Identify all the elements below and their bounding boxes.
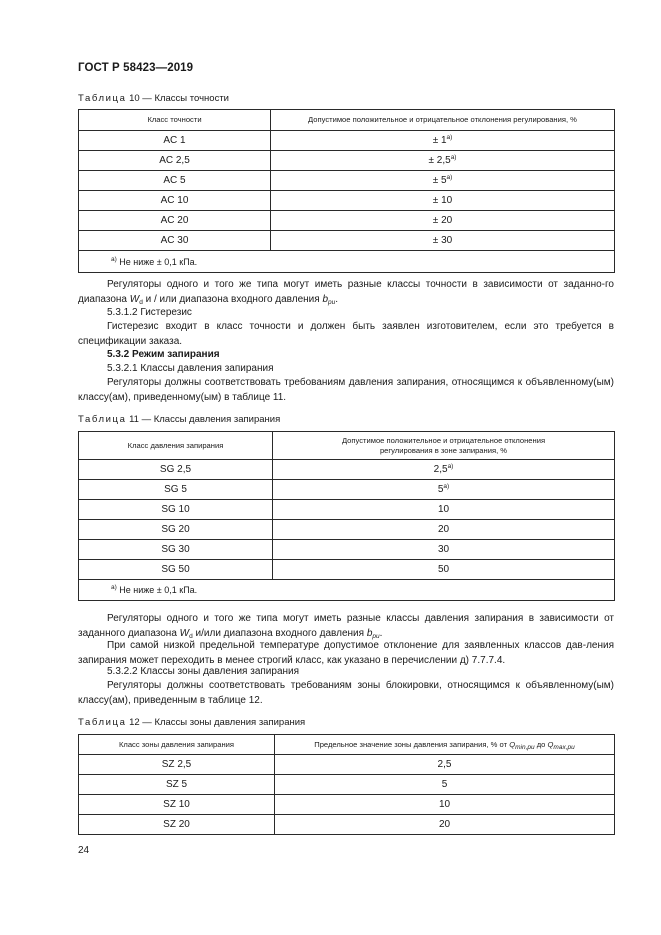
table-row [79,500,615,520]
table-cell: SZ 5 [79,775,275,795]
table-cell: AC 5 [79,171,271,191]
subsection-heading: 5.3.2.2 Классы зоны давления запирания [107,666,300,677]
paragraph: При самой низкой предельной температуре допустимое отклонение для заявленных классов дав-ления запирания может переходить в менее строгий класс, как указано в перечислении д) 7.7.7.4. [78,640,614,666]
table-row [79,755,615,775]
column-header: Класс давления запирания [79,432,273,460]
paragraph: Гистерезис входит в класс точности и должен быть заявлен изготовителем, если это требуется в спецификации заказа. [78,321,614,347]
paragraph: Регуляторы должны соответствовать требованиям давления запирания, относящимся к объявленному(ым) классу(ам), приведенному(ым) в таблице 11. [78,377,614,403]
table-cell: SG 30 [79,540,273,560]
table-cell: SZ 10 [79,795,275,815]
table-cell: ± $5^{a)}$ [271,171,615,191]
table-row [79,775,615,795]
column-header: Предельное значение зоны давления запирания, % от $Q_{min,pu}$ до $Q_{max,pu}$ [275,735,615,755]
table-12 [78,734,615,835]
table-row [79,151,615,171]
table-row [79,460,615,480]
table-cell: SG 10 [79,500,273,520]
table-cell: ± $1^{a)}$ [271,131,615,151]
table-cell: AC 10 [79,191,271,211]
caption-text: 11 — Классы давления запирания [126,414,281,425]
column-header: Допустимое положительное и отрицательное отклонения регулирования в зоне запирания, % [273,432,615,460]
table-cell: 20 [275,815,615,835]
table-cell: AC 20 [79,211,271,231]
caption-prefix: Таблица [78,717,127,728]
table-cell: 20 [273,520,615,540]
subsection-heading: 5.3.2.1 Классы давления запирания [107,363,274,374]
column-header: Допустимое положительное и отрицательное отклонения регулирования, % [271,110,615,131]
table-cell: 5 [275,775,615,795]
table-row [79,520,615,540]
table-cell: ± 20 [271,211,615,231]
table-cell: 2,5 [275,755,615,775]
table-row [79,231,615,251]
paragraph: Регуляторы должны соответствовать требованиям зоны блокировки, относящимся к объявленному(ым) классу(ам), приведенным в таблице 12. [78,680,614,706]
table-cell: 50 [273,560,615,580]
table-cell: SG 5 [79,480,273,500]
table-cell: 10 [273,500,615,520]
column-header: Класс точности [79,110,271,131]
table-row [79,191,615,211]
caption-prefix: Таблица [78,414,127,425]
table-cell: SG 50 [79,560,273,580]
section-heading: 5.3.2 Режим запирания [107,349,220,360]
table-cell: ± 30 [271,231,615,251]
caption-prefix: Таблица [78,93,127,104]
table-row [79,131,615,151]
table-row [79,171,615,191]
table-10-caption [78,93,229,104]
subsection-heading: 5.3.1.2 Гистерезис [107,307,192,318]
table-12-caption [78,717,305,728]
table-cell: SZ 2,5 [79,755,275,775]
table-cell: SG 2,5 [79,460,273,480]
column-header: Класс зоны давления запирания [79,735,275,755]
table-10 [78,109,615,273]
table-cell: ± 10 [271,191,615,211]
table-row [79,480,615,500]
table-11 [78,431,615,601]
table-cell: 10 [275,795,615,815]
table-cell: ± $2,5^{a)}$ [271,151,615,171]
document-header: ГОСТ Р 58423—2019 [78,62,194,74]
table-row [79,560,615,580]
table-cell: AC 30 [79,231,271,251]
caption-text: 12 — Классы зоны давления запирания [126,717,306,728]
paragraph: Регуляторы одного и того же типа могут иметь разные классы точности в зависимости от заданно-го диапазона $W_d$ и / или диапазона входного давления $b_{pu}$. [78,279,614,306]
table-footnote: $^{a)}$ Не ниже ± 0,1 кПа. [79,580,615,601]
page-number: 24 [78,845,90,856]
table-cell: 5$^{a)}$ [273,480,615,500]
table-footnote: $^{a)}$ Не ниже ± 0,1 кПа. [79,251,615,273]
paragraph: Регуляторы одного и того же типа могут иметь разные классы давления запирания в зависимости от заданного диапазона $W_d$ и/или диапазона входного давления $b_{pu}$. [78,613,614,640]
table-cell: 30 [273,540,615,560]
caption-text: 10 — Классы точности [126,93,229,104]
table-row [79,815,615,835]
table-cell: AC 1 [79,131,271,151]
table-11-caption [78,414,280,425]
table-cell: SG 20 [79,520,273,540]
table-row [79,211,615,231]
table-cell: SZ 20 [79,815,275,835]
table-cell: 2,5$^{a)}$ [273,460,615,480]
table-row [79,540,615,560]
table-cell: AC 2,5 [79,151,271,171]
table-row [79,795,615,815]
